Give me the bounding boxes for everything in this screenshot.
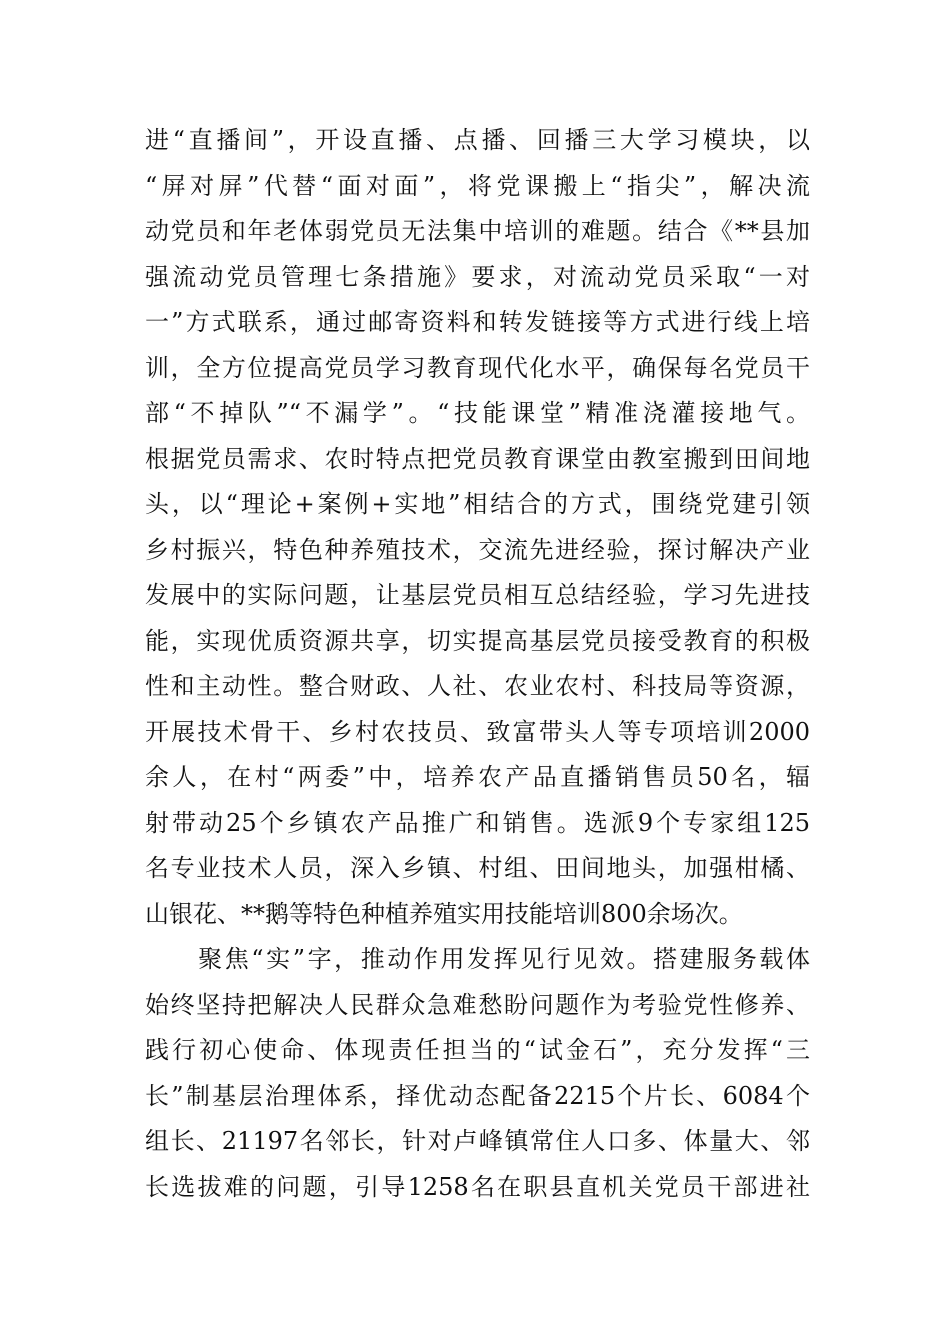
body-text — [145, 118, 810, 1210]
text-line: 组长、21197名邻长，针对卢峰镇常住人口多、体量大、邻 — [145, 1127, 810, 1155]
text-line: 根据党员需求、农时特点把党员教育课堂由教室搬到田间地 — [145, 444, 810, 473]
text-line: 名专业技术人员，深入乡镇、村组、田间地头，加强柑橘、 — [145, 854, 810, 882]
text-line: 能，实现优质资源共享，切实提高基层党员接受教育的积极 — [145, 626, 810, 655]
text-line: 余人，在村“两委”中，培养农产品直播销售员50名，辐 — [145, 763, 810, 791]
text-line: 进“直播间”，开设直播、点播、回播三大学习模块，以 — [145, 126, 810, 154]
text-line: 长”制基层治理体系，择优动态配备2215个片长、6084个 — [145, 1081, 810, 1110]
text-line: 一”方式联系，通过邮寄资料和转发链接等方式进行线上培 — [145, 308, 810, 336]
text-line: 始终坚持把解决人民群众急难愁盼问题作为考验党性修养、 — [145, 990, 810, 1019]
text-line: 开展技术骨干、乡村农技员、致富带头人等专项培训2000 — [145, 717, 810, 746]
text-line: “屏对屏”代替“面对面”，将党课搬上“指尖”，解决流 — [145, 171, 810, 200]
text-line: 头，以“理论+案例+实地”相结合的方式，围绕党建引领 — [145, 490, 810, 518]
text-line: 聚焦“实”字，推动作用发挥见行见效。搭建服务载体 — [145, 945, 810, 973]
text-line: 强流动党员管理七条措施》要求，对流动党员采取“一对 — [145, 262, 810, 291]
text-line: 发展中的实际问题，让基层党员相互总结经验，学习先进技 — [145, 581, 810, 609]
text-line: 乡村振兴，特色种养殖技术，交流先进经验，探讨解决产业 — [145, 535, 810, 564]
text-line: 山银花、**鹅等特色种植养殖实用技能培训800余场次。 — [145, 899, 743, 928]
text-line: 射带动25个乡镇农产品推广和销售。选派9个专家组125 — [145, 808, 810, 837]
text-line: 长选拔难的问题，引导1258名在职县直机关党员干部进社 — [145, 1172, 810, 1201]
text-line: 性和主动性。整合财政、人社、农业农村、科技局等资源， — [145, 672, 810, 700]
text-line: 践行初心使命、体现责任担当的“试金石”，充分发挥“三 — [145, 1036, 810, 1064]
text-line: 动党员和年老体弱党员无法集中培训的难题。结合《**县加 — [145, 217, 810, 245]
text-line: 部“不掉队”“不漏学”。“技能课堂”精准浇灌接地气。 — [145, 399, 810, 427]
text-line: 训，全方位提高党员学习教育现代化水平，确保每名党员干 — [145, 353, 810, 382]
